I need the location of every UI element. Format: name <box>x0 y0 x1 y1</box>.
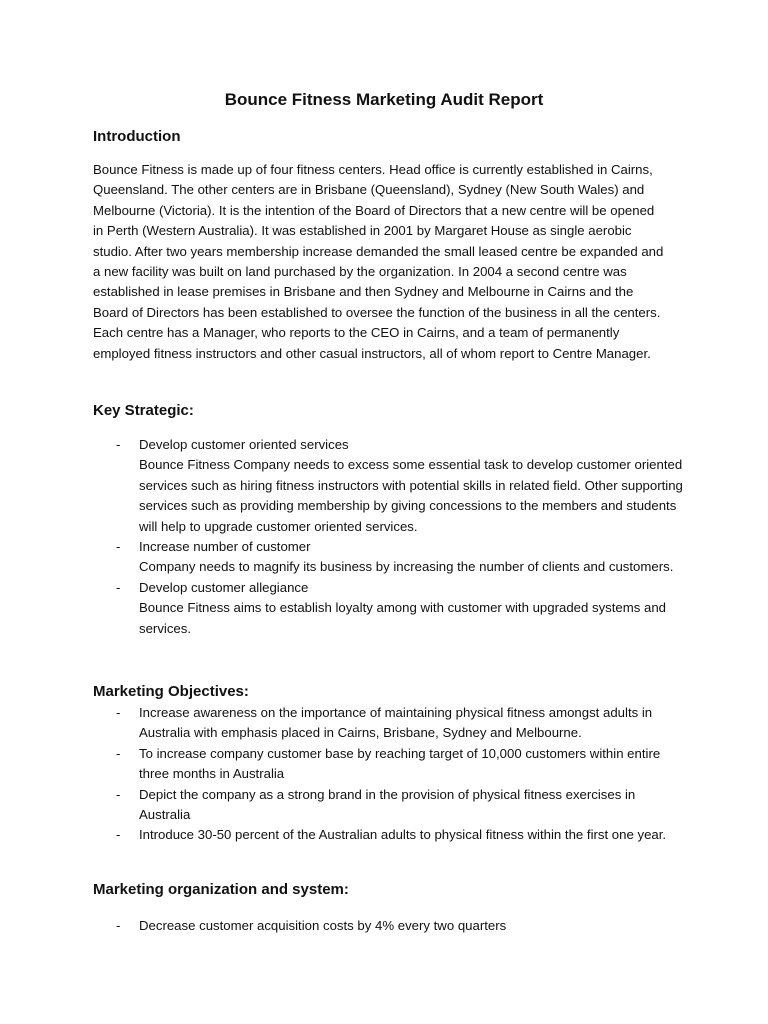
bullet-dash: - <box>116 437 121 452</box>
list-item <box>93 744 689 785</box>
list-item <box>93 825 689 845</box>
bullet-dash: - <box>116 745 121 761</box>
key-strategic-heading: Key Strategic: <box>93 402 194 419</box>
bullet-dash: - <box>116 918 121 933</box>
strategy-title: Develop customer oriented services <box>139 437 349 452</box>
list-item <box>93 785 689 826</box>
introduction-section <box>93 126 683 364</box>
marketing-organization-list <box>93 916 683 936</box>
marketing-objectives-list <box>93 703 683 846</box>
introduction-heading: Introduction <box>93 128 181 145</box>
list-item <box>93 916 689 936</box>
list-item <box>93 578 689 639</box>
strategy-description: Bounce Fitness aims to establish loyalty among with customer with upgraded systems and services. <box>139 600 667 636</box>
bullet-dash: - <box>116 786 121 802</box>
key-strategic-section <box>93 400 683 639</box>
bullet-dash: - <box>116 579 121 595</box>
marketing-objectives-section <box>93 681 683 846</box>
list-item <box>93 703 689 744</box>
objective-text: Depict the company as a strong brand in the provision of physical fitness exercises in Australia <box>139 786 636 823</box>
objective-text: Increase awareness on the importance of maintaining physical fitness amongst adults in Australia with emphasis placed in Cairns, Brisbane, Sydney and Melbourne. <box>139 705 653 741</box>
objective-text: To increase company customer base by reaching target of 10,000 customers within entire three months in Australia <box>139 745 661 782</box>
marketing-objectives-heading: Marketing Objectives: <box>93 683 249 700</box>
bullet-dash: - <box>116 539 121 555</box>
strategy-title: Increase number of customer <box>139 539 311 555</box>
strategy-description: Bounce Fitness Company needs to excess some essential task to develop customer oriented services such as hiring fitness instructors with potential skills in related field. Other supporting services such as providing membership by giving concessions to the members and students will help to upgrade customer oriented services. <box>139 457 683 534</box>
introduction-paragraph: Bounce Fitness is made up of four fitness centers. Head office is currently established in Cairns, Queensland. The other centers are in Brisbane (Queensland), Sydney (New South Wales) and Melbourne (Victoria). It is the intention of the Board of Directors that a new centre will be opened in Perth (Western Australia). It was established in 2001 by Margaret House as single aerobic studio. After two years membership increase demanded the small leased centre be expanded and a new facility was built on land purchased by the organization. In 2004 a second centre was established in lease premises in Brisbane and then Sydney and Melbourne in Cairns and the Board of Directors has been established to oversee the function of the business in all the centers. Each centre has a Manager, who reports to the CEO in Cairns, and a team of permanently employed fitness instructors and other casual instructors, all of whom report to Centre Manager. <box>93 162 664 361</box>
strategy-title: Develop customer allegiance <box>139 579 309 595</box>
system-text: Decrease customer acquisition costs by 4% every two quarters <box>139 918 507 933</box>
document-title: Bounce Fitness Marketing Audit Report <box>224 90 544 109</box>
objective-text: Introduce 30-50 percent of the Australian adults to physical fitness within the first one year. <box>139 827 667 843</box>
marketing-organization-section <box>93 879 683 936</box>
list-item <box>93 537 689 578</box>
strategy-description: Company needs to magnify its business by increasing the number of clients and customers. <box>139 559 674 575</box>
list-item <box>93 435 689 537</box>
key-strategic-list <box>93 435 683 639</box>
bullet-dash: - <box>116 705 121 720</box>
bullet-dash: - <box>116 827 121 843</box>
marketing-organization-heading: Marketing organization and system: <box>93 881 349 898</box>
